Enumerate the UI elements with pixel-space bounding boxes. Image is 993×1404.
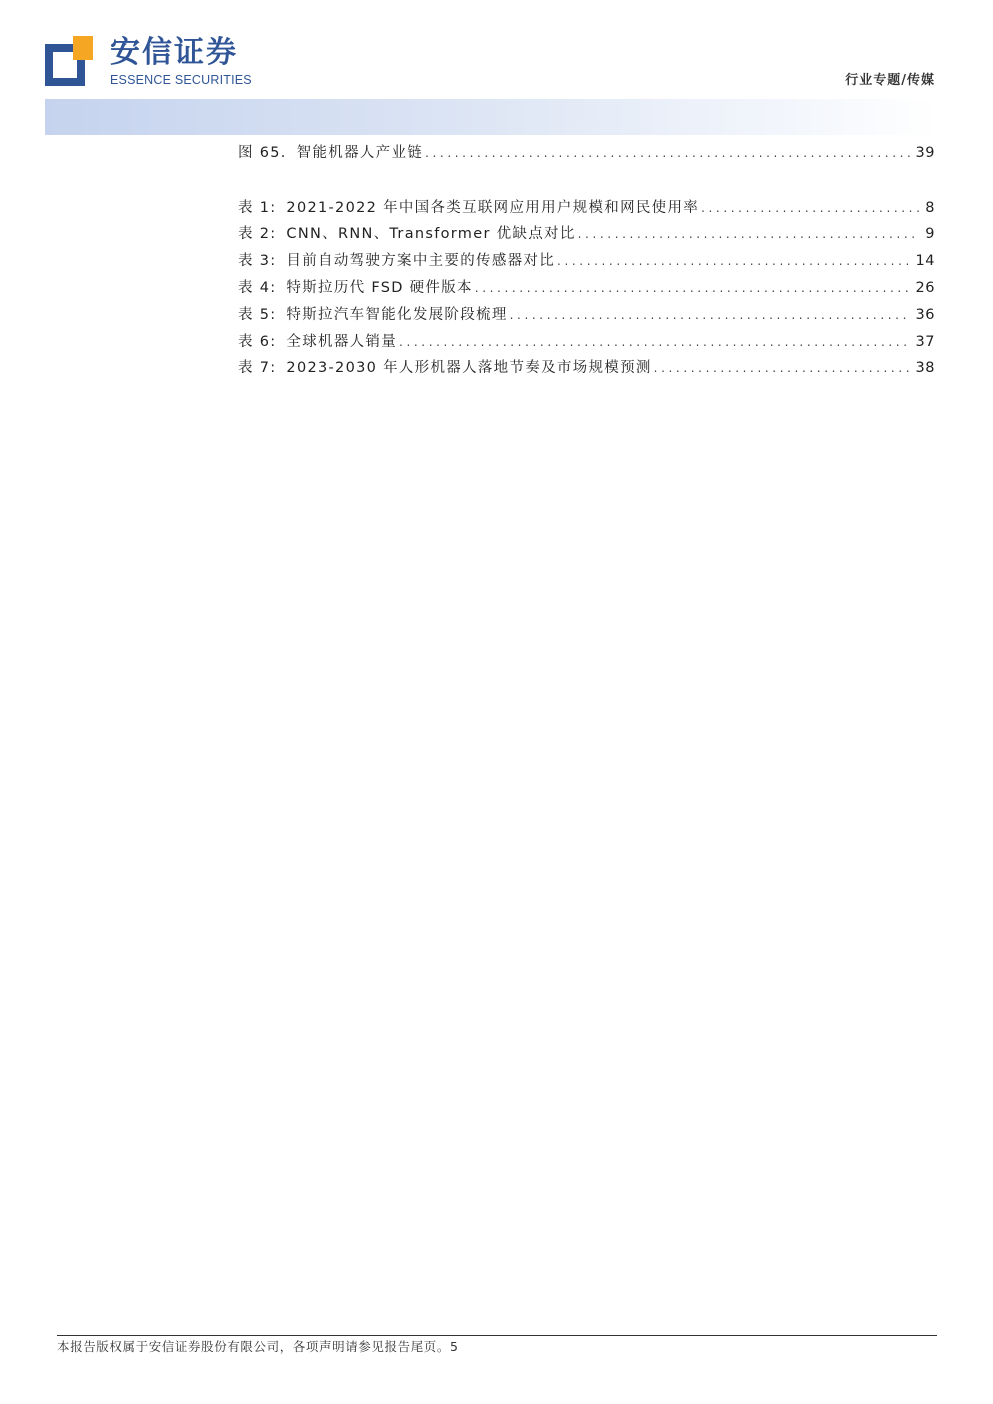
table-page-number: 38 xyxy=(915,360,935,376)
logo-chinese-name: 安信证券 xyxy=(110,35,238,70)
report-section-label: 行业专题/传媒 xyxy=(845,73,935,88)
table-title: 2023-2030 年人形机器人落地节奏及市场规模预测 xyxy=(286,360,652,376)
figure-title: 智能机器人产业链 xyxy=(296,145,424,161)
dot-leader xyxy=(654,357,910,379)
footer-disclaimer xyxy=(57,1339,459,1355)
figure-number: 图 65. xyxy=(238,145,287,161)
figure-page-number: 39 xyxy=(915,145,935,161)
essence-securities-logo-icon xyxy=(45,36,93,86)
table-number: 表 6: xyxy=(238,334,277,350)
toc-figure-entry[interactable] xyxy=(238,142,935,164)
table-page-number: 14 xyxy=(915,253,935,269)
table-title: 目前自动驾驶方案中主要的传感器对比 xyxy=(286,253,556,269)
table-page-number: 8 xyxy=(925,200,935,216)
header-band xyxy=(45,99,937,135)
table-page-number: 36 xyxy=(915,307,935,323)
table-number: 表 1: xyxy=(238,200,277,216)
logo-english-name: ESSENCE SECURITIES xyxy=(110,73,252,87)
footer-copyright-text: 本报告版权属于安信证券股份有限公司，各项声明请参见报告尾页。 xyxy=(57,1339,451,1354)
table-title: 全球机器人销量 xyxy=(286,334,398,350)
table-title: 特斯拉汽车智能化发展阶段梳理 xyxy=(286,307,508,323)
table-number: 表 7: xyxy=(238,360,277,376)
table-number: 表 3: xyxy=(238,253,277,269)
dot-leader xyxy=(475,277,910,299)
table-title: 特斯拉历代 FSD 硬件版本 xyxy=(286,280,473,296)
toc-table-entry[interactable] xyxy=(238,331,935,353)
toc-table-entry[interactable] xyxy=(238,197,935,219)
footer-divider xyxy=(57,1335,937,1336)
toc-table-entry[interactable] xyxy=(238,277,935,299)
dot-leader xyxy=(425,142,909,164)
page-number: 5 xyxy=(450,1339,459,1354)
dot-leader xyxy=(701,197,919,219)
dot-leader xyxy=(578,223,920,245)
dot-leader xyxy=(510,304,910,326)
table-title: 2021-2022 年中国各类互联网应用用户规模和网民使用率 xyxy=(286,200,700,216)
toc-table-entry[interactable] xyxy=(238,304,935,326)
table-number: 表 5: xyxy=(238,307,277,323)
table-page-number: 26 xyxy=(915,280,935,296)
toc-table-entry[interactable] xyxy=(238,223,935,245)
dot-leader xyxy=(557,250,910,272)
dot-leader xyxy=(399,331,910,353)
table-number: 表 2: xyxy=(238,226,277,242)
toc-table-entry[interactable] xyxy=(238,250,935,272)
table-number: 表 4: xyxy=(238,280,277,296)
table-page-number: 9 xyxy=(925,226,935,242)
table-title: CNN、RNN、Transformer 优缺点对比 xyxy=(286,226,576,242)
toc-table-entry[interactable] xyxy=(238,357,935,379)
table-page-number: 37 xyxy=(915,334,935,350)
